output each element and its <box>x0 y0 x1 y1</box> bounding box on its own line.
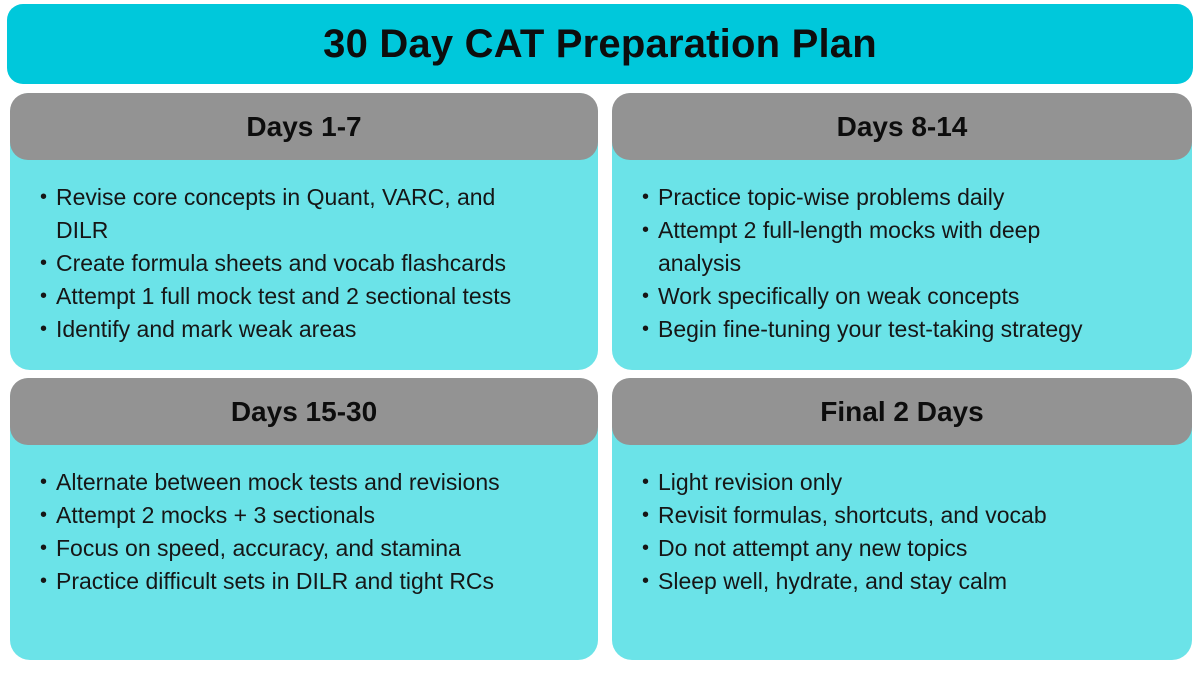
list-item <box>642 466 1182 499</box>
list-item-text: Work specifically on weak concepts <box>658 283 1020 309</box>
card-title: Days 15-30 <box>230 395 378 427</box>
card-days-15-30 <box>10 378 598 660</box>
bullet-icon: • <box>642 504 650 526</box>
list-item <box>40 532 588 565</box>
list-item-text: Practice difficult sets in DILR and tight RCs <box>56 568 495 594</box>
card-title: Days 1-7 <box>246 110 362 142</box>
bullet-icon: • <box>40 285 48 307</box>
list-item <box>642 280 1182 313</box>
bullet-icon: • <box>40 537 48 559</box>
bullet-icon: • <box>642 219 650 241</box>
bullet-icon: • <box>642 318 650 340</box>
list-item <box>40 565 588 598</box>
list-item-text: Attempt 2 full-length mocks with deep analysis <box>658 217 1041 276</box>
list-item-text: Attempt 1 full mock test and 2 sectional tests <box>56 283 512 309</box>
list-item <box>642 181 1182 214</box>
bullet-icon: • <box>40 186 48 208</box>
bullet-icon: • <box>642 186 650 208</box>
bullet-list <box>612 160 1192 346</box>
card-header-final-2-days <box>612 378 1192 445</box>
card-days-8-14 <box>612 93 1192 370</box>
bullet-list <box>10 160 598 346</box>
plan-title-banner <box>7 4 1193 84</box>
card-header-days-1-7 <box>10 93 598 160</box>
list-item <box>642 532 1182 565</box>
list-item <box>642 214 1182 280</box>
list-item-text: Alternate between mock tests and revisions <box>56 469 500 495</box>
bullet-icon: • <box>40 471 48 493</box>
list-item-text: Identify and mark weak areas <box>56 316 357 342</box>
list-item-text: Create formula sheets and vocab flashcards <box>56 250 507 276</box>
list-item <box>40 313 588 346</box>
bullet-icon: • <box>40 318 48 340</box>
list-item <box>40 181 588 247</box>
card-title: Days 8-14 <box>836 110 968 142</box>
list-item-text: Begin fine-tuning your test-taking strategy <box>658 316 1083 342</box>
list-item-text: Revise core concepts in Quant, VARC, and DILR <box>56 184 496 243</box>
bullet-list <box>612 445 1192 598</box>
list-item-text: Practice topic-wise problems daily <box>658 184 1005 210</box>
list-item <box>642 499 1182 532</box>
list-item-text: Focus on speed, accuracy, and stamina <box>56 535 461 561</box>
page-title: 30 Day CAT Preparation Plan <box>323 21 877 66</box>
list-item-text: Light revision only <box>658 469 843 495</box>
list-item <box>642 565 1182 598</box>
bullet-icon: • <box>40 504 48 526</box>
card-days-1-7 <box>10 93 598 370</box>
list-item <box>40 247 588 280</box>
list-item-text: Do not attempt any new topics <box>658 535 968 561</box>
bullet-icon: • <box>642 285 650 307</box>
bullet-icon: • <box>642 570 650 592</box>
card-header-days-15-30 <box>10 378 598 445</box>
list-item <box>40 466 588 499</box>
list-item <box>40 499 588 532</box>
card-header-days-8-14 <box>612 93 1192 160</box>
list-item-text: Revisit formulas, shortcuts, and vocab <box>658 502 1047 528</box>
list-item-text: Attempt 2 mocks + 3 sectionals <box>56 502 375 528</box>
list-item <box>40 280 588 313</box>
bullet-icon: • <box>40 570 48 592</box>
bullet-icon: • <box>642 537 650 559</box>
bullet-icon: • <box>642 471 650 493</box>
card-title: Final 2 Days <box>820 395 984 427</box>
card-final-2-days <box>612 378 1192 660</box>
list-item-text: Sleep well, hydrate, and stay calm <box>658 568 1008 594</box>
bullet-list <box>10 445 598 598</box>
bullet-icon: • <box>40 252 48 274</box>
list-item <box>642 313 1182 346</box>
